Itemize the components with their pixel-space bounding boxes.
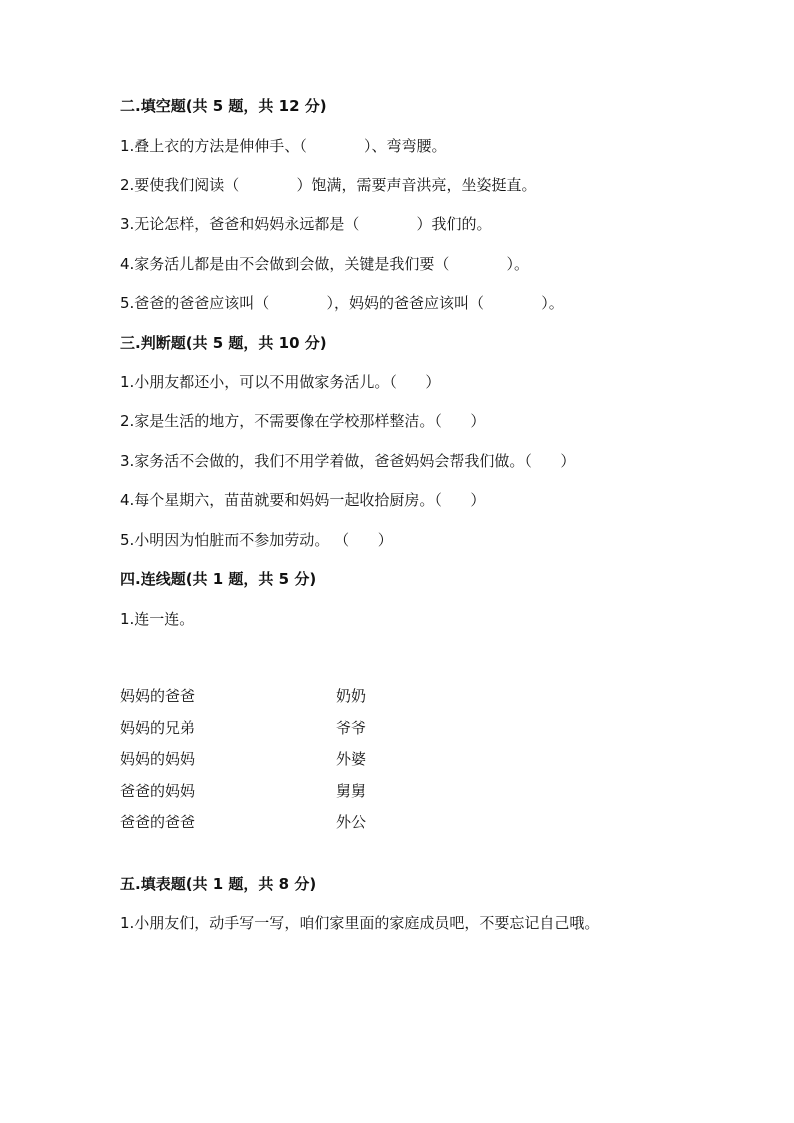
fill-question-4: 4.家务活儿都是由不会做到会做，关键是我们要（ ）。 bbox=[120, 255, 530, 273]
fill-question-2: 2.要使我们阅读（ ）饱满，需要声音洪亮，坐姿挺直。 bbox=[120, 176, 537, 194]
section-3-heading: 三.判断题(共 5 题，共 10 分) bbox=[120, 334, 327, 352]
judge-question-2: 2.家是生活的地方，不需要像在学校那样整洁。（ ） bbox=[120, 412, 486, 430]
match-right-item: 外公 bbox=[336, 813, 367, 831]
judge-question-4: 4.每个星期六，苗苗就要和妈妈一起收拾厨房。（ ） bbox=[120, 491, 486, 509]
match-right-item: 舅舅 bbox=[336, 782, 367, 800]
match-left-item: 爸爸的爸爸 bbox=[120, 813, 196, 831]
fill-question-5: 5.爸爸的爸爸应该叫（ ），妈妈的爸爸应该叫（ ）。 bbox=[120, 294, 564, 312]
judge-question-1: 1.小朋友都还小，可以不用做家务活儿。（ ） bbox=[120, 373, 441, 391]
section-4-heading: 四.连线题(共 1 题，共 5 分) bbox=[120, 570, 317, 588]
match-right-item: 爷爷 bbox=[336, 719, 367, 737]
judge-question-5: 5.小明因为怕脏而不参加劳动。 （ ） bbox=[120, 531, 393, 549]
fill-question-1: 1.叠上衣的方法是伸伸手、（ ）、弯弯腰。 bbox=[120, 137, 447, 155]
judge-question-3: 3.家务活不会做的，我们不用学着做，爸爸妈妈会帮我们做。（ ） bbox=[120, 452, 576, 470]
match-left-item: 妈妈的兄弟 bbox=[120, 719, 196, 737]
section-2-heading: 二.填空题(共 5 题，共 12 分) bbox=[120, 97, 327, 115]
fill-question-3: 3.无论怎样，爸爸和妈妈永远都是（ ）我们的。 bbox=[120, 215, 492, 233]
table-question: 1.小朋友们，动手写一写，咱们家里面的家庭成员吧，不要忘记自己哦。 bbox=[120, 914, 600, 932]
match-right-item: 外婆 bbox=[336, 750, 367, 768]
match-question: 1.连一连。 bbox=[120, 610, 195, 628]
match-left-item: 爸爸的妈妈 bbox=[120, 782, 196, 800]
section-5-heading: 五.填表题(共 1 题，共 8 分) bbox=[120, 875, 317, 893]
match-left-item: 妈妈的爸爸 bbox=[120, 687, 196, 705]
match-left-item: 妈妈的妈妈 bbox=[120, 750, 196, 768]
match-right-item: 奶奶 bbox=[336, 687, 367, 705]
